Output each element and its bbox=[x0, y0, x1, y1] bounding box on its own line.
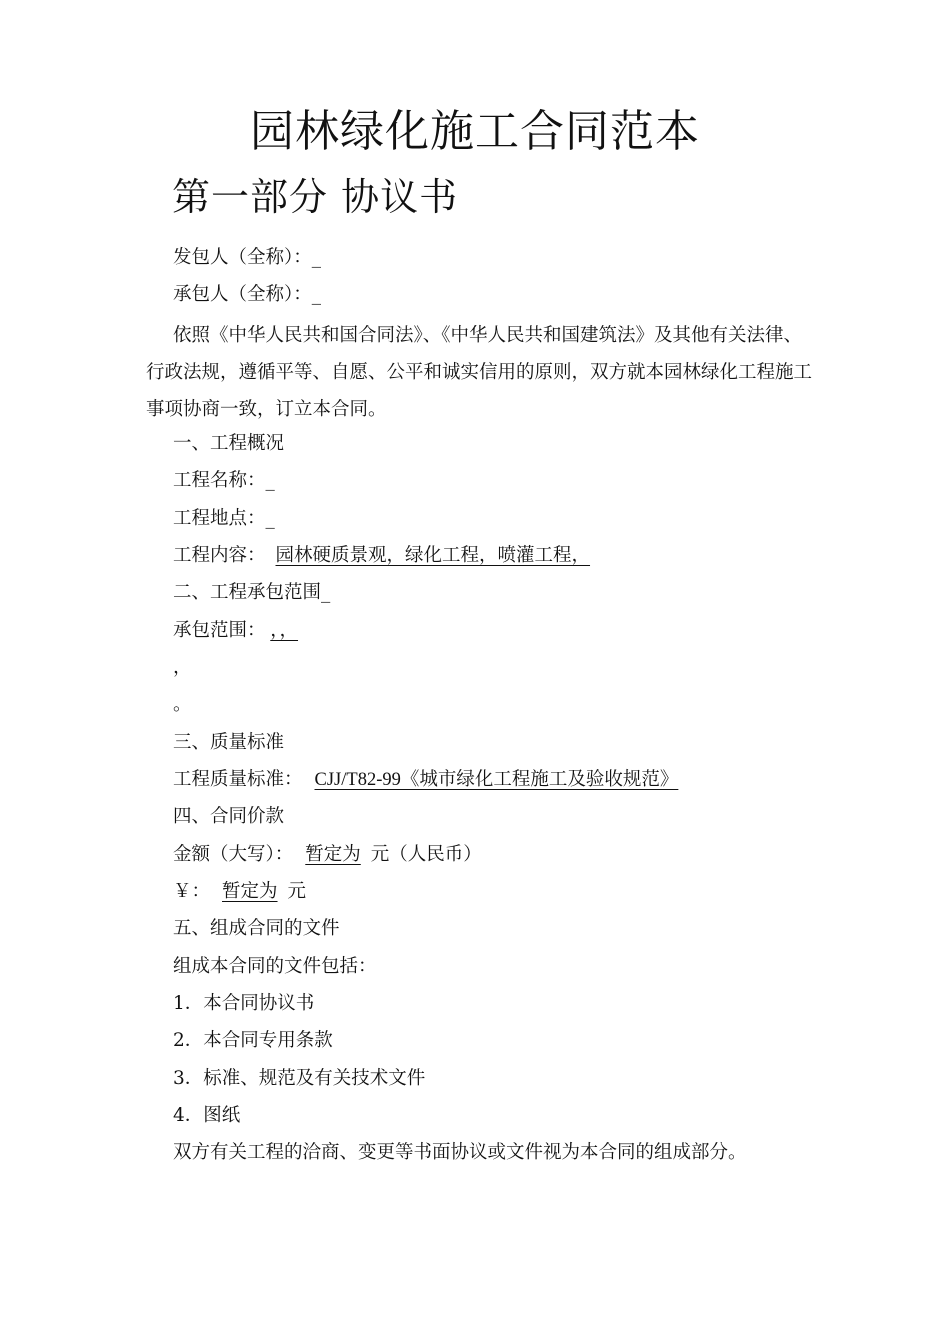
contractor-value: _ bbox=[311, 284, 322, 305]
section1-heading: 一、工程概况 bbox=[173, 433, 285, 454]
list-item: 1．本合同协议书 bbox=[173, 993, 315, 1014]
quality-standard-line bbox=[173, 767, 696, 793]
section2-heading: 二、工程承包范围_ bbox=[173, 582, 331, 603]
amount-figure-line bbox=[173, 879, 306, 905]
section4-heading: 四、合同价款 bbox=[173, 806, 285, 827]
section3-heading: 三、质量标准 bbox=[173, 732, 285, 753]
contractor-label: 承包人（全称）： bbox=[173, 284, 312, 305]
preamble-paragraph: 依照《中华人民共和国合同法》、《中华人民共和国建筑法》及其他有关法律、行政法规，遵循平等、自愿、公平和诚实信用的原则，双方就本园林绿化工程施工事项协商一致，订立本合同。 bbox=[146, 325, 813, 420]
quality-standard-label: 工程质量标准： bbox=[173, 769, 303, 790]
scope-line-3: 。 bbox=[173, 694, 192, 715]
amount-words-label: 金额（大写）： bbox=[173, 844, 294, 865]
employer-label: 发包人（全称）： bbox=[173, 247, 312, 268]
list-item: 3．标准、规范及有关技术文件 bbox=[173, 1068, 426, 1089]
list-item: 4．图纸 bbox=[173, 1105, 241, 1126]
scope-value: ，， bbox=[270, 620, 299, 641]
employer-value: _ bbox=[311, 247, 322, 268]
scope-line bbox=[173, 618, 298, 644]
project-location-value: _ bbox=[265, 508, 275, 529]
part-heading: 第一部分 协议书 bbox=[172, 175, 459, 219]
amount-figure-label: ￥： bbox=[173, 881, 211, 902]
amount-figure-value: 暂定为 bbox=[222, 881, 278, 902]
project-content-line bbox=[173, 543, 592, 569]
amount-words-line bbox=[173, 842, 482, 868]
amount-words-unit: 元（人民币） bbox=[370, 844, 482, 865]
project-location-line bbox=[173, 506, 275, 532]
amount-figure-unit: 元 bbox=[287, 881, 307, 902]
scope-line-2: ， bbox=[173, 657, 192, 678]
project-content-label: 工程内容： bbox=[173, 545, 266, 566]
document-title: 园林绿化施工合同范本 bbox=[250, 106, 700, 157]
list-item: 2．本合同专用条款 bbox=[173, 1030, 333, 1051]
project-name-label: 工程名称： bbox=[173, 470, 266, 491]
section5-heading: 五、组成合同的文件 bbox=[173, 918, 340, 939]
contractor-line bbox=[173, 282, 321, 308]
project-name-value: _ bbox=[265, 470, 275, 491]
scope-label: 承包范围： bbox=[173, 620, 257, 641]
project-location-label: 工程地点： bbox=[173, 508, 266, 529]
documents-intro: 组成本合同的文件包括： bbox=[173, 956, 377, 977]
quality-standard-value: CJJ/T82-99《城市绿化工程施工及验收规范》 bbox=[314, 770, 679, 790]
project-content-value: 园林硬质景观，绿化工程，喷灌工程， bbox=[275, 545, 591, 566]
documents-closing: 双方有关工程的洽商、变更等书面协议或文件视为本合同的组成部分。 bbox=[173, 1142, 747, 1163]
project-name-line bbox=[173, 468, 275, 494]
amount-words-value: 暂定为 bbox=[305, 844, 361, 865]
employer-line bbox=[173, 245, 321, 271]
